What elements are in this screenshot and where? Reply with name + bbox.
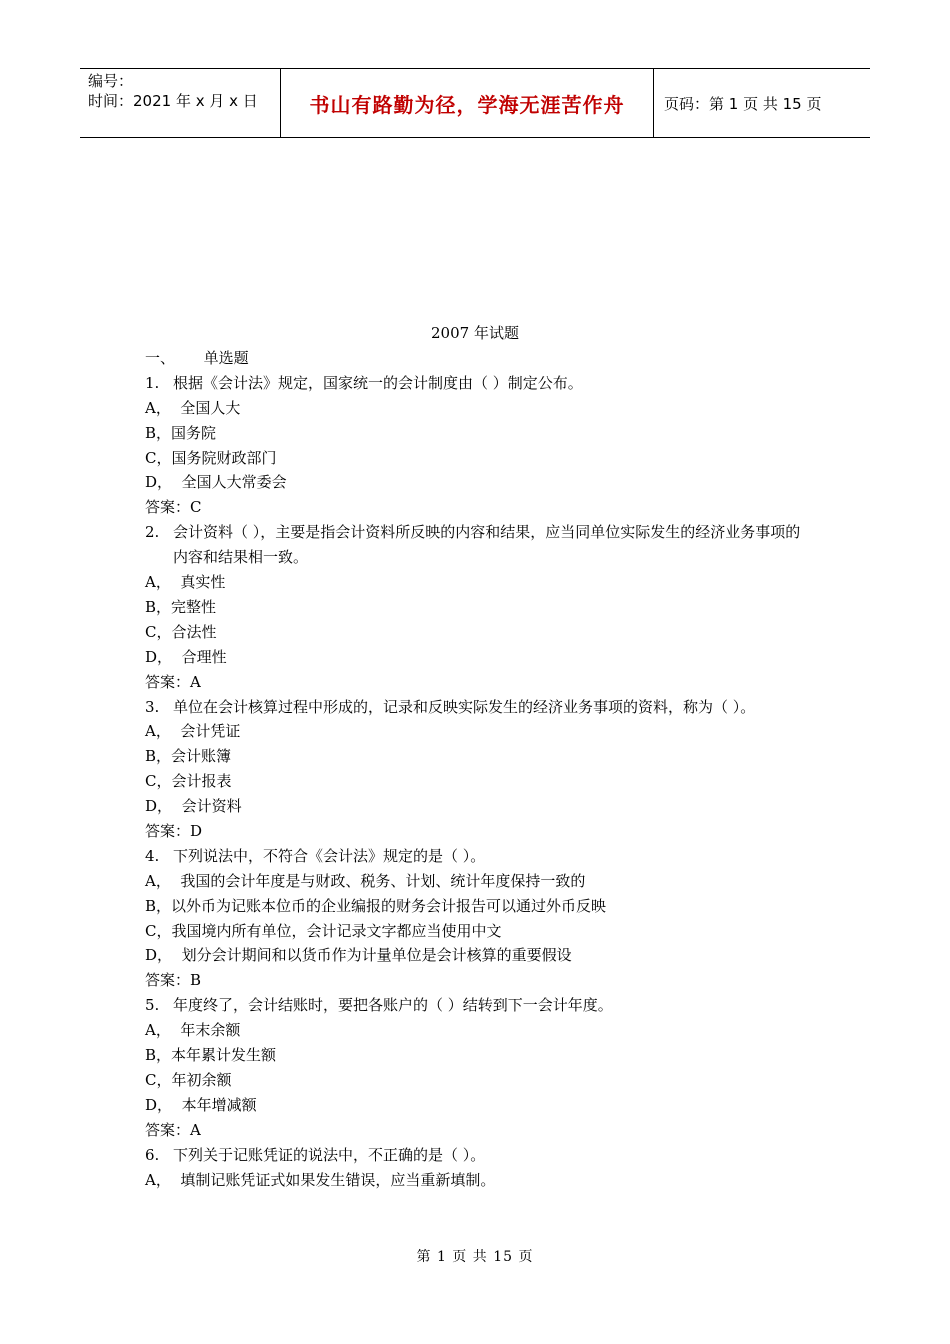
option-b: B，国务院 [145, 423, 217, 442]
question-text: 下列关于记账凭证的说法中，不正确的是（ ）。 [173, 1145, 486, 1164]
answer: 答案：A [145, 672, 201, 691]
header-motto: 书山有路勤为径，学海无涯苦作舟 [281, 69, 654, 137]
option-d: D， 本年增减额 [145, 1095, 257, 1114]
page-header [80, 68, 870, 138]
question-text: 年度终了，会计结账时，要把各账户的（ ）结转到下一会计年度。 [173, 996, 613, 1015]
answer: 答案：C [145, 498, 202, 517]
header-number-label: 编号： [88, 72, 134, 90]
question-number: 5. [145, 996, 160, 1015]
option-d: D， 会计资料 [145, 797, 242, 816]
option-c: C，会计报表 [145, 772, 232, 791]
option-a: A， 真实性 [145, 573, 226, 592]
option-c: C，年初余额 [145, 1070, 232, 1089]
question-number: 1. [145, 373, 160, 392]
option-c: C，我国境内所有单位，会计记录文字都应当使用中文 [145, 921, 502, 940]
header-time-label: 时间：2021 年 x 月 x 日 [88, 92, 258, 110]
question-number: 3. [145, 697, 160, 716]
option-c: C，国务院财政部门 [145, 448, 277, 467]
question-6 [145, 1143, 815, 1168]
answer: 答案：A [145, 1120, 201, 1139]
question-4 [145, 844, 815, 869]
option-a: A， 我国的会计年度是与财政、税务、计划、统计年度保持一致的 [145, 871, 586, 890]
option-b: B，会计账簿 [145, 747, 232, 766]
question-text: 单位在会计核算过程中形成的，记录和反映实际发生的经济业务事项的资料，称为（ ）。 [173, 697, 756, 716]
question-5 [145, 993, 815, 1018]
header-page-info: 页码：第 1 页 共 15 页 [664, 94, 822, 113]
option-b: B，完整性 [145, 597, 217, 616]
question-text: 根据《会计法》规定，国家统一的会计制度由（ ）制定公布。 [173, 373, 583, 392]
question-3 [145, 695, 815, 720]
document-body [145, 346, 815, 1192]
option-a: A， 填制记账凭证式如果发生错误，应当重新填制。 [145, 1170, 496, 1189]
question-text: 会计资料（ ），主要是指会计资料所反映的内容和结果，应当同单位实际发生的经济业务事项的内容和结果相一致。 [173, 523, 801, 567]
option-a: A， 年末余额 [145, 1021, 241, 1040]
question-number: 4. [145, 846, 160, 865]
question-1 [145, 371, 815, 396]
option-d: D， 全国人大常委会 [145, 473, 287, 492]
question-text: 下列说法中，不符合《会计法》规定的是（ ）。 [173, 846, 486, 865]
answer: 答案：B [145, 971, 202, 990]
option-a: A， 会计凭证 [145, 722, 241, 741]
option-c: C，合法性 [145, 622, 217, 641]
option-b: B，以外币为记账本位币的企业编报的财务会计报告可以通过外币反映 [145, 896, 607, 915]
question-number: 2. [145, 523, 160, 542]
option-b: B，本年累计发生额 [145, 1046, 277, 1065]
document-title: 2007 年试题 [431, 324, 519, 342]
page-footer: 第 1 页 共 15 页 [416, 1249, 534, 1265]
option-a: A， 全国人大 [145, 398, 241, 417]
question-2 [145, 520, 815, 570]
answer: 答案：D [145, 821, 203, 840]
section-heading: 一、 单选题 [145, 349, 249, 367]
question-number: 6. [145, 1145, 160, 1164]
header-meta [80, 69, 281, 137]
option-d: D， 合理性 [145, 647, 227, 666]
option-d: D， 划分会计期间和以货币作为计量单位是会计核算的重要假设 [145, 946, 572, 965]
